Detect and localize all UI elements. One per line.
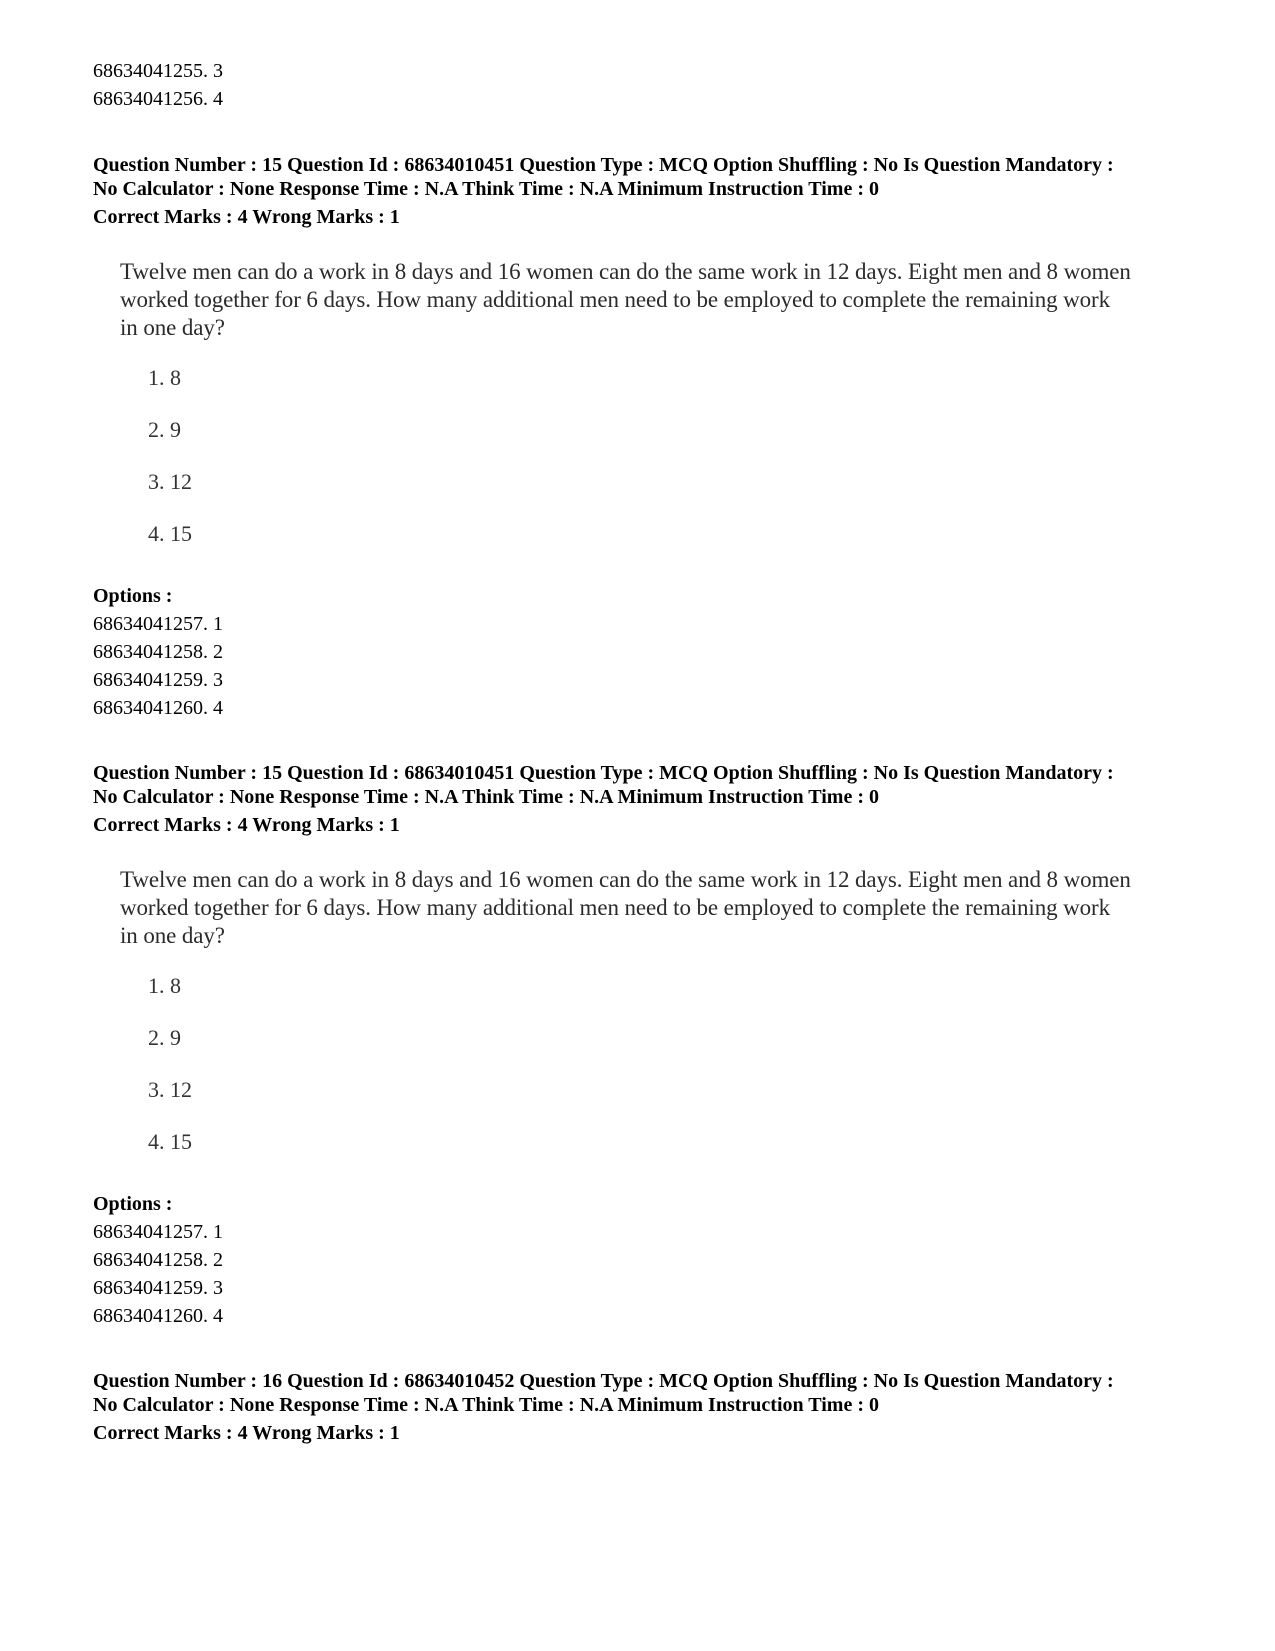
- question-text: [110, 866, 1210, 950]
- answer-choice: 3. 12: [148, 1077, 192, 1102]
- question-meta: [93, 761, 1203, 809]
- marks-line: Correct Marks : 4 Wrong Marks : 1: [93, 206, 400, 228]
- option-line: 68634041257. 1: [93, 1221, 223, 1243]
- answer-choice: 1. 8: [148, 365, 181, 390]
- question-meta: [93, 1369, 1203, 1417]
- question-text: [110, 258, 1210, 342]
- answer-choice: 1. 8: [148, 973, 181, 998]
- question-meta-line: Question Number : 16 Question Id : 68634010452 Question Type : MCQ Option Shuffling : No Is Question Mandatory :: [93, 1370, 1114, 1392]
- option-line: 68634041255. 3: [93, 60, 223, 82]
- question-text-line: in one day?: [120, 315, 225, 340]
- marks-line: Correct Marks : 4 Wrong Marks : 1: [93, 1422, 400, 1444]
- question-meta-line: No Calculator : None Response Time : N.A Think Time : N.A Minimum Instruction Time : 0: [93, 1394, 879, 1416]
- question-text-line: in one day?: [120, 923, 225, 948]
- option-line: 68634041260. 4: [93, 697, 223, 719]
- answer-choice: 4. 15: [148, 1129, 192, 1154]
- answer-choice: 4. 15: [148, 521, 192, 546]
- question-meta-line: Question Number : 15 Question Id : 68634010451 Question Type : MCQ Option Shuffling : No Is Question Mandatory :: [93, 762, 1114, 784]
- question-text-line: Twelve men can do a work in 8 days and 16 women can do the same work in 12 days. Eight men and 8 women: [120, 867, 1131, 892]
- question-text-image: [110, 866, 1210, 950]
- question-meta: [93, 153, 1203, 201]
- question-text-line: worked together for 6 days. How many additional men need to be employed to complete the remaining work: [120, 895, 1111, 920]
- option-line: 68634041260. 4: [93, 1305, 223, 1327]
- option-line: 68634041259. 3: [93, 669, 223, 691]
- question-meta-line: No Calculator : None Response Time : N.A Think Time : N.A Minimum Instruction Time : 0: [93, 178, 879, 200]
- option-line: 68634041257. 1: [93, 613, 223, 635]
- answer-choice: 2. 9: [148, 1025, 181, 1050]
- question-meta-line: No Calculator : None Response Time : N.A Think Time : N.A Minimum Instruction Time : 0: [93, 786, 879, 808]
- answer-choice: 2. 9: [148, 417, 181, 442]
- question-text-image: [110, 258, 1210, 342]
- option-line: 68634041258. 2: [93, 641, 223, 663]
- option-line: 68634041256. 4: [93, 88, 223, 110]
- answer-choice: 3. 12: [148, 469, 192, 494]
- options-label: Options :: [93, 1193, 173, 1215]
- question-meta-line: Question Number : 15 Question Id : 68634010451 Question Type : MCQ Option Shuffling : No Is Question Mandatory :: [93, 154, 1114, 176]
- question-text-line: worked together for 6 days. How many additional men need to be employed to complete the remaining work: [120, 287, 1111, 312]
- option-line: 68634041259. 3: [93, 1277, 223, 1299]
- marks-line: Correct Marks : 4 Wrong Marks : 1: [93, 814, 400, 836]
- question-text-line: Twelve men can do a work in 8 days and 16 women can do the same work in 12 days. Eight men and 8 women: [120, 259, 1131, 284]
- option-line: 68634041258. 2: [93, 1249, 223, 1271]
- options-label: Options :: [93, 585, 173, 607]
